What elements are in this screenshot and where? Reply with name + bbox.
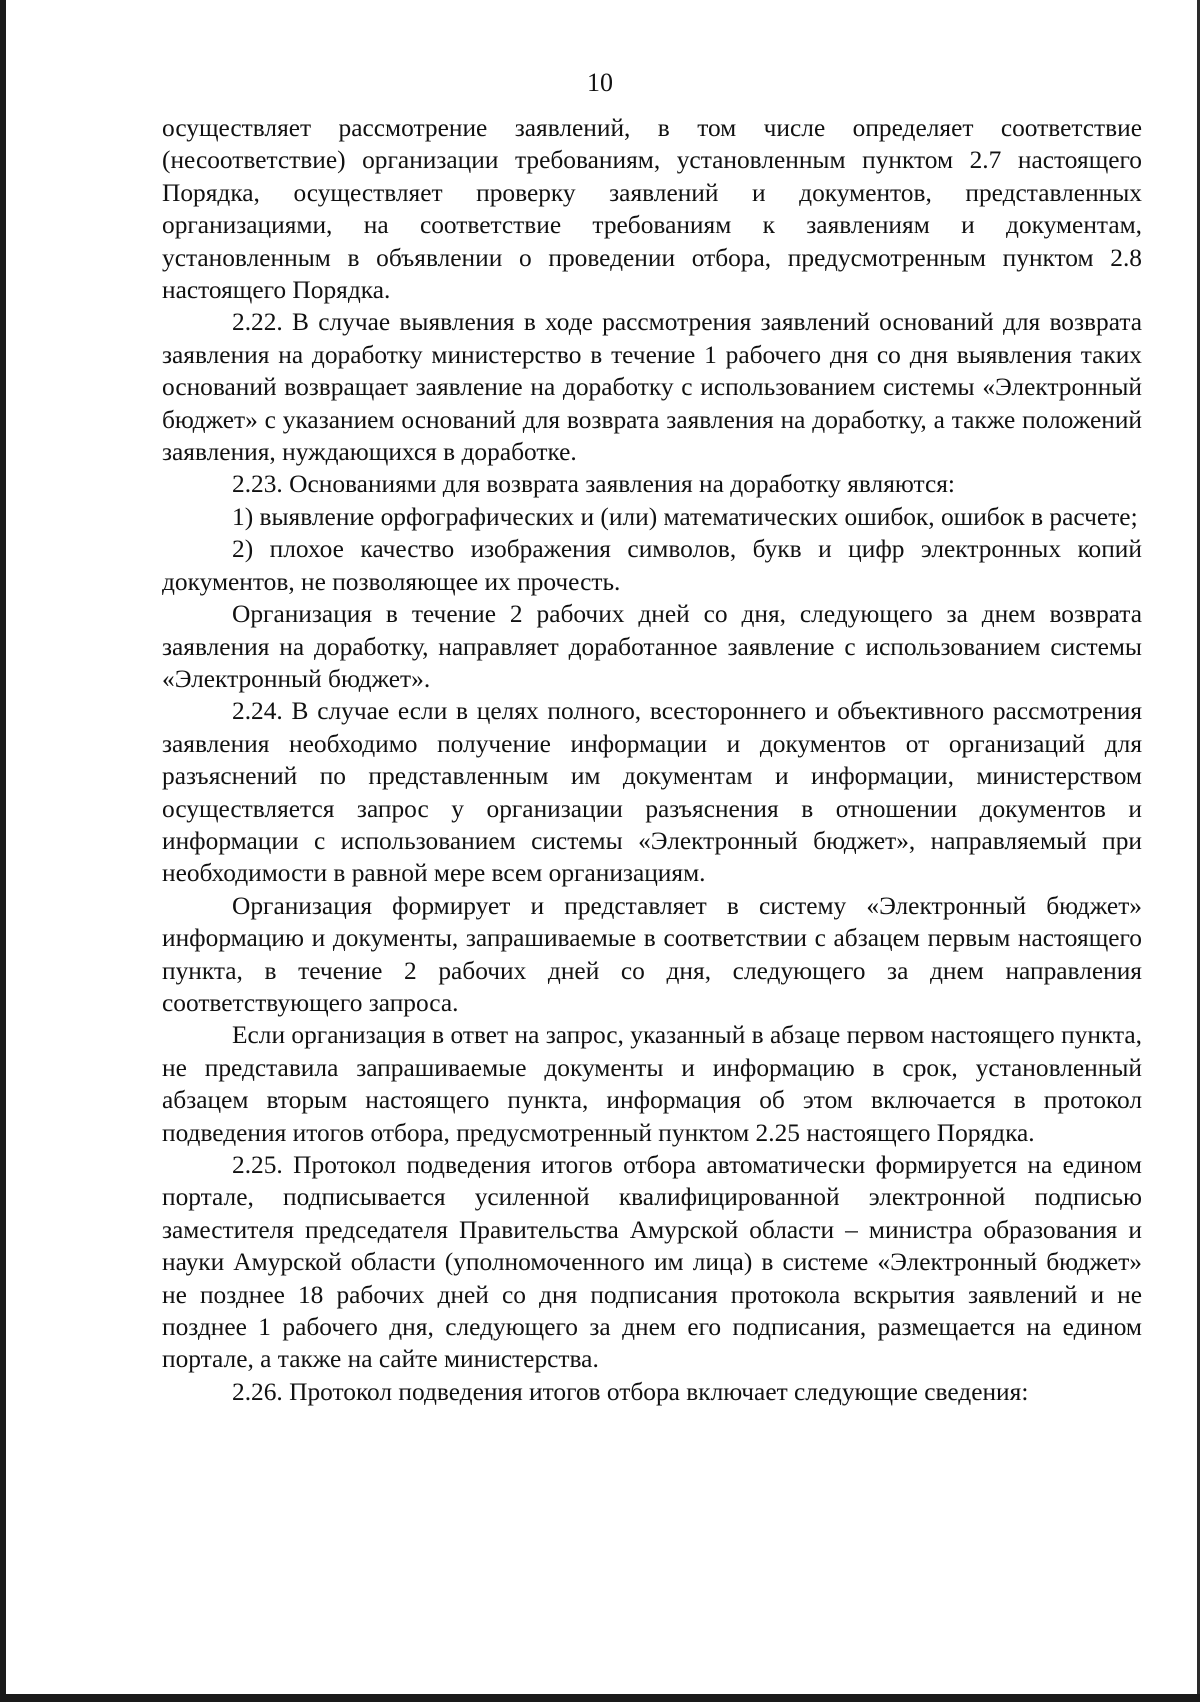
paragraph-no-response: Если организация в ответ на запрос, указанный в абзаце первом настоящего пункта, не представила запрашиваемые документы и информацию в срок, установленный абзацем вторым настоящего пункта, информация об этом включается в протокол подведения итогов отбора, предусмотренный пунктом 2.25 настоящего Порядка. [162,1021,1142,1147]
scan-bottom-border [0,1694,1200,1702]
paragraph-2-24: 2.24. В случае если в целях полного, всестороннего и объективного рассмотрения заявления необходимо получение информации и документов от организаций для разъяснений по представленным им документам и информации, министерством осуществляется запрос у организации разъяснения в отношении документов и информации с использованием системы «Электронный бюджет», направляемый при необходимости в равной мере всем организациям. [162,697,1142,888]
list-item-1: 1) выявление орфографических и (или) математических ошибок, ошибок в расчете; [232,502,1138,531]
paragraph-2-26: 2.26. Протокол подведения итогов отбора включает следующие сведения: [232,1377,1029,1406]
paragraph-2-23: 2.23. Основаниями для возврата заявления на доработку являются: [232,470,955,499]
paragraph-2-25: 2.25. Протокол подведения итогов отбора автоматически формируется на едином портале, подписывается усиленной квалифицированной электронной подписью заместителя председателя Правительства Амурской области – министра образования и науки Амурской области (уполномоченного им лица) в системе «Электронный бюджет» не позднее 18 рабочих дней со дня подписания протокола вскрытия заявлений и не позднее 1 рабочего дня, следующего за днем его подписания, размещается на едином портале, а также на сайте министерства. [162,1151,1142,1374]
page-number: 10 [587,68,613,97]
paragraph-2-22: 2.22. В случае выявления в ходе рассмотрения заявлений оснований для возврата заявления на доработку министерство в течение 1 рабочего дня со дня выявления таких оснований возвращает заявление на доработку с использованием системы «Электронный бюджет» с указанием оснований для возврата заявления на доработку, а также положений заявления, нуждающихся в доработке. [162,308,1142,467]
paragraph-resubmission: Организация в течение 2 рабочих дней со дня, следующего за днем возврата заявления на доработку, направляет доработанное заявление с использованием системы «Электронный бюджет». [162,600,1142,693]
paragraph-information-request: Организация формирует и представляет в систему «Электронный бюджет» информацию и документы, запрашиваемые в соответствии с абзацем первым настоящего пункта, в течение 2 рабочих дней со дня, следующего за днем направления соответствующего запроса. [162,891,1142,1017]
scan-left-border [0,0,6,1702]
list-item-2: 2) плохое качество изображения символов, букв и цифр электронных копий документов, не позволяющее их прочесть. [162,535,1142,596]
document-body [162,112,1142,1408]
paragraph-continuation: осуществляет рассмотрение заявлений, в том числе определяет соответствие (несоответствие) организации требованиям, установленным пунктом 2.7 настоящего Порядка, осуществляет проверку заявлений и документов, представленных организациями, на соответствие требованиям к заявлениям и документам, установленным в объявлении о проведении отбора, предусмотренным пунктом 2.8 настоящего Порядка. [162,114,1142,305]
